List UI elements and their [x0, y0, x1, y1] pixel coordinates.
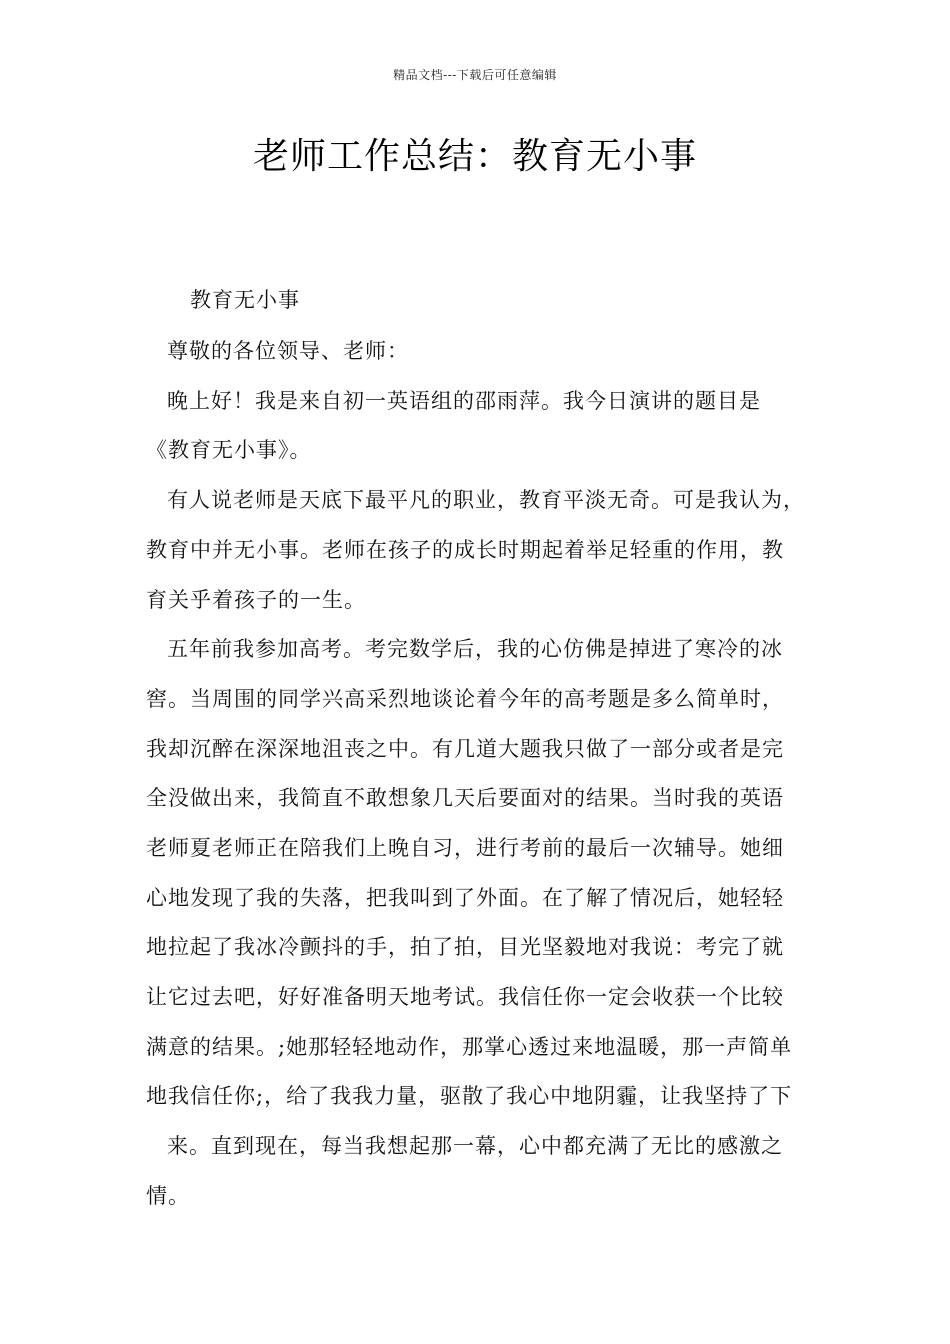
- salutation-line: 尊敬的各位领导、老师：: [167, 339, 409, 363]
- paragraph-line: 全没做出来，我简直不敢想象几天后要面对的结果。当时我的英语: [146, 786, 784, 810]
- paragraph-line: 窖。当周围的同学兴高采烈地谈论着今年的高考题是多么简单时，: [146, 687, 784, 711]
- paragraph-line: 我却沉醉在深深地沮丧之中。有几道大题我只做了一部分或者是完: [146, 737, 784, 761]
- paragraph-line: 让它过去吧，好好准备明天地考试。我信任你一定会收获一个比较: [146, 985, 784, 1009]
- paragraph-line: 情。: [146, 1184, 190, 1208]
- paragraph-line: 老师夏老师正在陪我们上晚自习，进行考前的最后一次辅导。她细: [146, 836, 784, 860]
- document-title: 老师工作总结：教育无小事: [252, 136, 697, 177]
- paragraph-line: 五年前我参加高考。考完数学后，我的心仿佛是掉进了寒冷的冰: [167, 637, 783, 661]
- paragraph-line: 晚上好！我是来自初一英语组的邵雨萍。我今日演讲的题目是: [167, 389, 761, 413]
- paragraph-line: 地我信任你;，给了我我力量，驱散了我心中地阴霾，让我坚持了下: [146, 1084, 793, 1108]
- paragraph-line: 满意的结果。;她那轻轻地动作，那掌心透过来地温暖，那一声简单: [146, 1035, 793, 1059]
- paragraph-line: 教育中并无小事。老师在孩子的成长时期起着举足轻重的作用，教: [146, 538, 784, 562]
- header-note: 精品文档---下载后可任意编辑: [393, 68, 557, 82]
- paragraph-line: 育关乎着孩子的一生。: [146, 588, 366, 612]
- paragraph-line: 来。直到现在，每当我想起那一幕，心中都充满了无比的感激之: [167, 1134, 783, 1158]
- paragraph-line: 《教育无小事》。: [146, 438, 312, 462]
- subtitle-line: 教育无小事: [190, 288, 300, 312]
- paragraph-line: 有人说老师是天底下最平凡的职业，教育平淡无奇。可是我认为，: [167, 488, 805, 512]
- paragraph-line: 地拉起了我冰冷颤抖的手，拍了拍，目光坚毅地对我说：考完了就: [146, 935, 784, 959]
- paragraph-line: 心地发现了我的失落，把我叫到了外面。在了解了情况后，她轻轻: [146, 886, 784, 910]
